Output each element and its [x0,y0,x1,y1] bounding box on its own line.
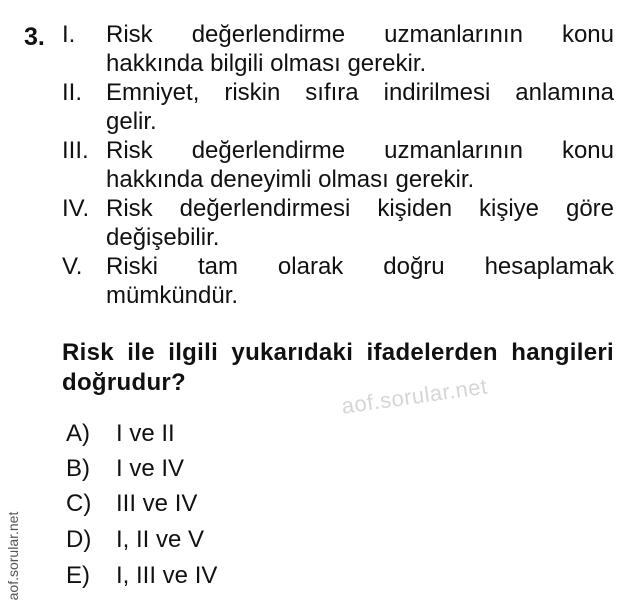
statement-roman: III. [62,137,89,164]
option-e[interactable] [66,562,217,590]
option-letter: A) [66,420,90,447]
statement-text-line1: Emniyet, riskin sıfıra indirilmesi anlamına [106,79,614,106]
option-letter: C) [66,490,92,517]
statement-text-line1: Risk değerlendirmesi kişiden kişiye göre [106,195,614,222]
statement-5 [62,252,614,310]
option-c[interactable] [66,490,197,518]
question-line2: doğrudur? [62,369,187,396]
statement-roman: II. [62,79,83,106]
option-letter: D) [66,526,92,553]
option-text: I ve IV [116,455,185,482]
option-letter: E) [66,562,90,589]
statement-roman: IV. [62,195,90,222]
option-text: I, II ve V [116,526,205,553]
statement-2 [62,78,614,136]
statement-roman: I. [62,21,76,48]
statement-text-line2: gelir. [106,108,157,135]
option-letter: B) [66,455,90,482]
option-b[interactable] [66,455,184,483]
option-text: I, III ve IV [116,562,218,589]
statement-3 [62,136,614,194]
statement-text-line2: değişebilir. [106,224,220,251]
question-text [62,338,614,398]
question-number: 3. [24,23,45,51]
option-text: III ve IV [116,490,198,517]
statement-text-line1: Risk değerlendirme uzmanlarının konu [106,137,614,164]
statement-1 [62,20,614,78]
statement-roman: V. [62,253,83,280]
statement-4 [62,194,614,252]
option-text: I ve II [116,420,175,447]
option-d[interactable] [66,526,204,554]
statement-text-line2: mümkündür. [106,282,239,309]
watermark: aof.sorular.net [340,373,489,419]
question-line1: Risk ile ilgili yukarıdaki ifadelerden hangileri [62,339,614,366]
statement-text-line1: Risk değerlendirme uzmanlarının konu [106,21,614,48]
side-watermark: aof.sorular.net [5,511,21,601]
option-a[interactable] [66,420,175,448]
statement-text-line2: hakkında bilgili olması gerekir. [106,50,427,77]
statement-text-line1: Riski tam olarak doğru hesaplamak [106,253,614,280]
statement-text-line2: hakkında deneyimli olması gerekir. [106,166,475,193]
